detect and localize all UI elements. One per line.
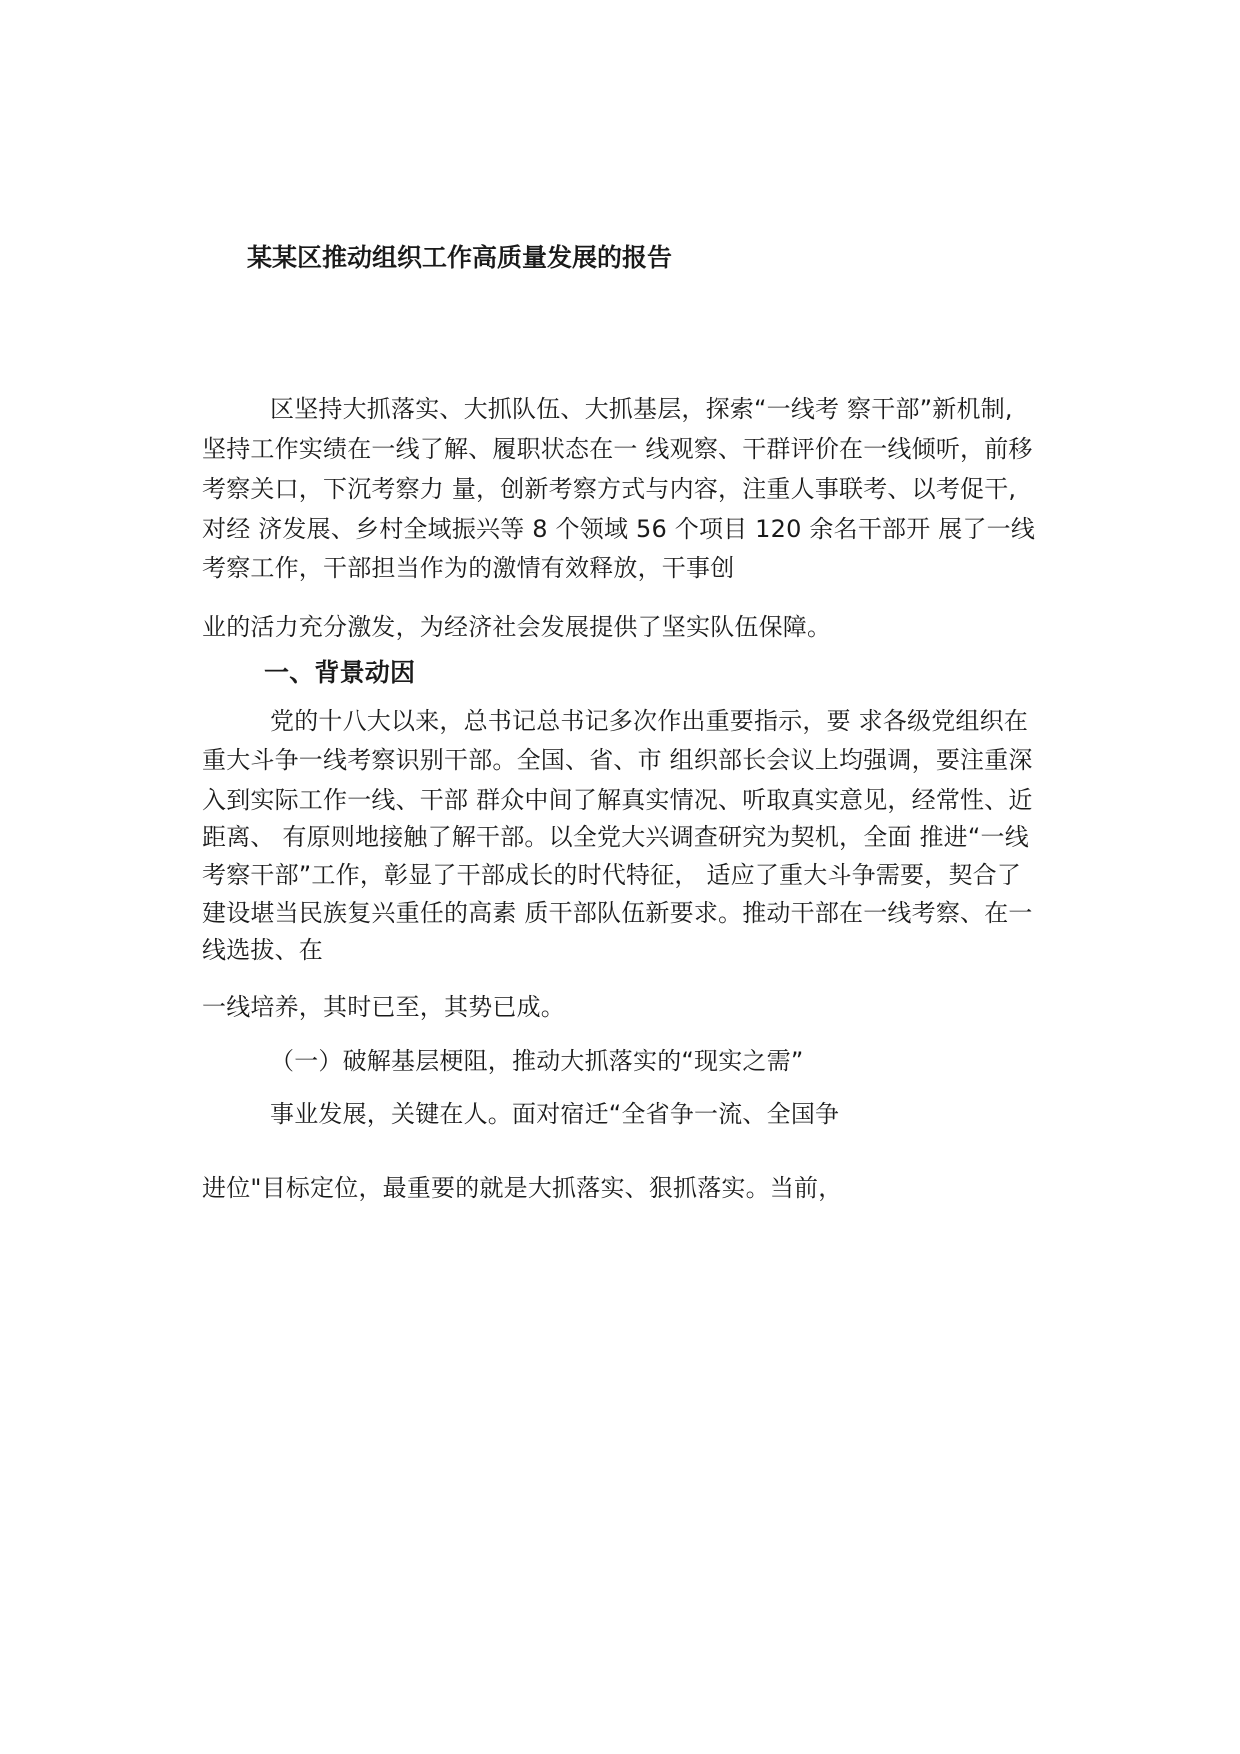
paragraph-line: 坚持工作实绩在一线了解、履职状态在一 线观察、干群评价在一线倾听，前移 xyxy=(202,435,1033,463)
paragraph-line: 考察关口，下沉考察力 量，创新考察方式与内容，注重人事联考、以考促干, xyxy=(202,475,1017,503)
paragraph-line: 党的十八大以来，总书记总书记多次作出重要指示，要 求各级党组织在 xyxy=(270,707,1029,735)
paragraph-line: 区坚持大抓落实、大抓队伍、大抓基层，探索“一线考 察干部”新机制, xyxy=(270,395,1013,423)
paragraph-line: 线选拔、在 xyxy=(202,936,323,964)
paragraph-line: 进位"目标定位，最重要的就是大抓落实、狠抓落实。当前， xyxy=(202,1174,843,1202)
paragraph-line: 入到实际工作一线、干部 群众中间了解真实情况、听取真实意见，经常性、近 xyxy=(202,786,1033,814)
paragraph-line: 距离、 有原则地接触了解干部。以全党大兴调查研究为契机，全面 推进“一线 xyxy=(202,823,1029,851)
paragraph-line: 业的活力充分激发，为经济社会发展提供了坚实队伍保障。 xyxy=(202,613,832,641)
paragraph-line: 考察干部”工作，彰显了干部成长的时代特征， 适应了重大斗争需要，契合了 xyxy=(202,861,1022,889)
paragraph-line: 重大斗争一线考察识别干部。全国、省、市 组织部长会议上均强调，要注重深 xyxy=(202,746,1033,774)
section-heading: 一、背景动因 xyxy=(264,658,416,687)
paragraph-line: 对经 济发展、乡村全域振兴等 8 个领域 56 个项目 120 余名干部开 展了一线 xyxy=(202,515,1036,543)
paragraph-line: 考察工作，干部担当作为的激情有效释放，干事创 xyxy=(202,554,735,582)
paragraph-line: 一线培养，其时已至，其势已成。 xyxy=(202,993,565,1021)
paragraph-line: 建设堪当民族复兴重任的高素 质干部队伍新要求。推动干部在一线考察、在一 xyxy=(202,899,1033,927)
subsection-heading: （一）破解基层梗阻，推动大抓落实的“现实之需” xyxy=(270,1047,804,1075)
paragraph-line: 事业发展，关键在人。面对宿迁“全省争一流、全国争 xyxy=(270,1100,840,1128)
document-title: 某某区推动组织工作高质量发展的报告 xyxy=(247,243,673,272)
